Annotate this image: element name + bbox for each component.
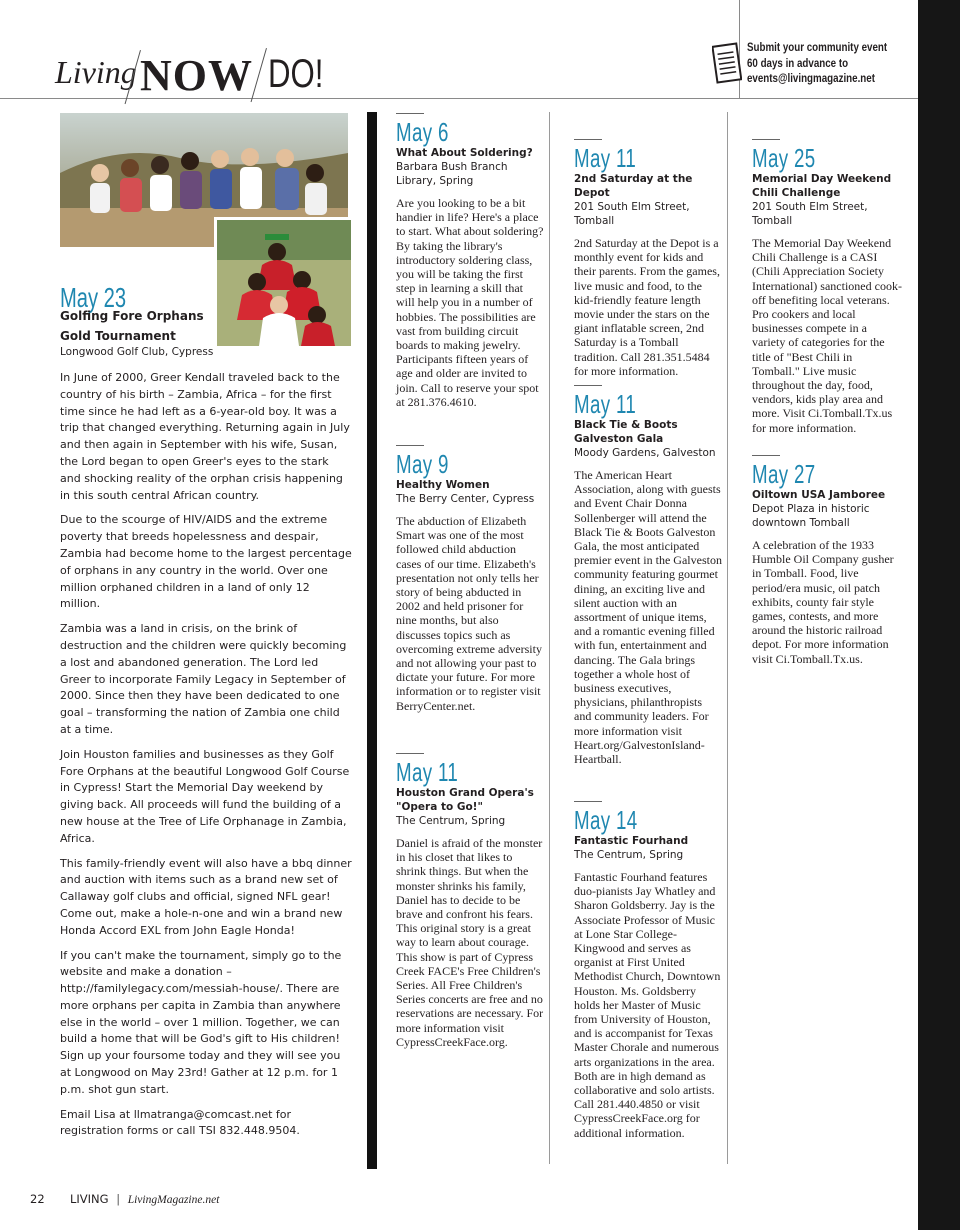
event-body: 2nd Saturday at the Depot is a monthly event for kids and their parents. From the games, live music and food, to the kid-friendly feature length movie under the stars on the giant inflatable screen, 2nd Saturday is a Tomball tradition. Call 281.351.5484 for more information. [574, 236, 720, 378]
submit-event-note: Submit your community event 60 days in advance to events@livingmagazine.net [747, 41, 887, 88]
event-may9 [396, 445, 544, 713]
column-divider [727, 112, 728, 1164]
event-rule [752, 139, 780, 140]
event-title: What About Soldering? [396, 147, 533, 159]
event-venue: Depot Plaza in historic downtown Tomball [752, 503, 870, 529]
event-date: May 11 [574, 389, 637, 419]
notepad-icon [712, 42, 742, 91]
footer-section: LIVING [69, 1192, 109, 1206]
event-rule [396, 445, 424, 446]
event-title: Healthy Women [396, 479, 490, 491]
event-rule [396, 113, 424, 114]
brand-now: NOW [140, 51, 253, 100]
event-date: May 11 [396, 757, 459, 787]
event-may11-depot [574, 139, 722, 378]
feature-paragraph: Due to the scourge of HIV/AIDS and the extreme poverty that breeds hopelessness and despair, Zambia had become home to the largest percentage of orphans in any country in the world. Over one million orphaned children in a land of only 12 million. [60, 513, 352, 611]
feature-paragraph: In June of 2000, Greer Kendall traveled back to the country of his birth – Zambia, Africa – for the first time since he had left as a 6-year-old boy. It was a trip that changed everything. Returning again in July and then again in September with his wife, Susan, the Lord began to open Greer's eyes to the stark and shocking reality of the orphan crisis happening in this south central African country. [60, 371, 350, 502]
event-body: The American Heart Association, along with guests and Event Chair Donna Sollenberger will attend the Black Tie & Boots Galveston Gala, the most anticipated premier event in the Galveston community featuring gourmet dining, an exciting live and silent auction with an assortment of unique items, and a romantic evening filled with fun, entertainment and dancing. The Gala brings together a whole host of business executives, physicians, philanthropists and community leaders. For more information visit Heart.org/GalvestonIsland-Heartball. [574, 468, 722, 767]
event-body: A celebration of the 1933 Humble Oil Company gusher in Tomball. Food, live period/era music, oil patch exhibits, county fair style games, contests, and more around the historic railroad depot. For more information visit Ci.Tomball.Tx.us. [752, 538, 894, 666]
footer-site: LivingMagazine.net [127, 1194, 220, 1206]
page-number: 22 [30, 1192, 45, 1206]
event-may11-opera [396, 753, 544, 1049]
event-venue: The Centrum, Spring [574, 849, 684, 861]
event-may6 [396, 113, 544, 409]
feature-title: Golfing Fore Orphans Gold Tournament [60, 309, 204, 343]
feature-paragraph: Zambia was a land in crisis, on the brink of destruction and the children were quickly becoming a lost and abandoned generation. The Lord led Greer to incorporate Family Legacy in September of 2000. Since then they have been dedicated to one goal – transforming the nation of Zambia one child at a time. [60, 622, 347, 736]
footer-separator: | [116, 1192, 121, 1206]
event-date: May 25 [752, 143, 816, 173]
children-choir-photo [214, 217, 351, 346]
event-body: The Memorial Day Weekend Chili Challenge is a CASI (Chili Appreciation Society International) sanctioned cook-off benefiting local veterans. Pro cookers and local businesses compete in a variety of categories for the title of "Best Chili in Tomball." Live music throughout the day, food, vendors, kids play area and more. Visit Ci.Tomball.Tx.us for more information. [752, 236, 902, 435]
event-rule [396, 753, 424, 754]
brand-slash [251, 48, 267, 102]
header-rule [0, 98, 918, 99]
event-body: Are you looking to be a bit handier in life? Here's a place to start. What about soldering? By taking the library's introductory soldering class, you will be taking the first step in learning a skill that will help you in a number of hobbies. The possibilities are vast from building circuit boards to making jewelry. Participants fifteen years of age and older are invited to join. Call to reserve your spot at 281.376.4610. [396, 196, 544, 409]
feature-venue: Longwood Golf Club, Cypress [60, 346, 214, 358]
event-rule [574, 801, 602, 802]
event-venue: The Berry Center, Cypress [396, 493, 535, 505]
event-date: May 11 [574, 143, 637, 173]
event-date: May 6 [396, 117, 449, 147]
feature-paragraph: This family-friendly event will also have a bbq dinner and auction with items such as a brand new set of Callaway golf clubs and official, signed NFL gear! Come out, make a hole-n-one and win a brand new Honda Accord EXL from John Eagle Honda! [60, 856, 352, 937]
brand-living: Living [55, 54, 137, 90]
event-venue: 201 South Elm Street, Tomball [752, 201, 868, 227]
event-body: The abduction of Elizabeth Smart was one of the most followed child abduction cases of our time. Elizabeth's presentation not only tells her story of being abducted in 2002 and held prisoner for nine months, but also discusses topics such as overcoming extreme adversity and not allowing your past to dictate your future. For more information or to register visit BerryCenter.net. [396, 514, 542, 713]
feature-body [60, 370, 352, 1148]
event-title: Memorial Day Weekend Chili Challenge [752, 173, 892, 199]
event-may25 [752, 139, 902, 435]
feature-paragraph: If you can't make the tournament, simply go to the website and make a donation – http://familylegacy.com/messiah-house/. There are more orphans per capita in Zambia than anywhere else in the world – over 1 million. Together, we can build a home that will be God's gift to His children! Sign up your foursome today and they will see you at Longwood on May 23rd! Gather at 12 p.m. for 1 p.m. shot gun start. [60, 948, 342, 1096]
page-edge-bar [918, 0, 960, 1230]
feature-paragraph: Join Houston families and businesses as they Golf Fore Orphans at the beautiful Longwood Golf Course in Cypress! Start the Memorial Day weekend by giving back. All proceeds will fund the building of a new house at the Tree of Life Orphanage in Zambia, Africa. [60, 747, 350, 845]
event-venue: Barbara Bush Branch Library, Spring [396, 161, 508, 187]
event-body: Daniel is afraid of the monster in his closet that likes to shrink things. But when the monster shrinks his family, Daniel has to decide to be brave and confront his fears. This original story is a great way to learn about courage. This show is part of Cypress Creek FACE's Free Children's Series. All Free Children's Series concerts are free and no reservations are necessary. For more information visit CypressCreekFace.org. [396, 836, 544, 1049]
event-rule [574, 385, 602, 386]
event-date: May 9 [396, 449, 449, 479]
page-footer [30, 1192, 219, 1206]
submit-email-link[interactable]: events@livingmagazine.net [747, 73, 875, 85]
event-title: Oiltown USA Jamboree [752, 489, 886, 501]
column-divider [549, 112, 550, 1164]
column-divider-thick [367, 112, 377, 1169]
event-rule [574, 139, 602, 140]
event-title: Fantastic Fourhand [574, 835, 689, 847]
event-date: May 14 [574, 805, 638, 835]
event-venue: The Centrum, Spring [396, 815, 506, 827]
event-may27 [752, 455, 902, 666]
event-may14 [574, 801, 722, 1140]
event-may11-gala [574, 385, 722, 766]
feature-paragraph: Email Lisa at llmatranga@comcast.net for registration forms or call TSI 832.448.9504. [60, 1107, 300, 1138]
event-rule [752, 455, 780, 456]
event-body: Fantastic Fourhand features duo-pianists Jay Whatley and Sharon Goldsberry. Jay is the Associate Professor of Music at Lone Star College-Kingwood and serves as organist at First United Methodist Church, Downtown Houston. Ms. Goldsberry holds her Master of Music from University of Houston, and is accompanist for Texas Master Chorale and numerous arts organizations in the area. Both are in high demand as collaborative and solo artists. Call 281.440.4850 or visit CypressCreekFace.org for additional information. [574, 870, 721, 1140]
event-venue: Moody Gardens, Galveston [574, 447, 716, 459]
event-title: 2nd Saturday at the Depot [574, 173, 693, 199]
event-date: May 27 [752, 459, 816, 489]
event-title: Houston Grand Opera's "Opera to Go!" [396, 787, 534, 813]
event-title: Black Tie & Boots Galveston Gala [574, 419, 678, 445]
brand-do: DO! [268, 52, 324, 96]
event-venue: 201 South Elm Street, Tomball [574, 201, 690, 227]
feature-date: May 23 [60, 282, 127, 313]
